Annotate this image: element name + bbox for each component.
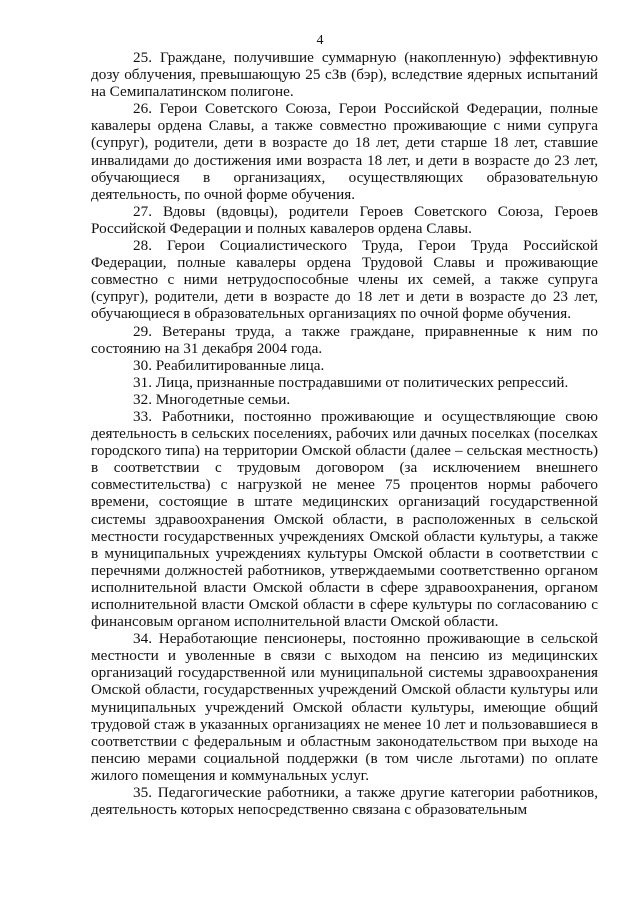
paragraph-31: 31. Лица, признанные пострадавшими от политических репрессий.: [133, 373, 569, 391]
paragraph-34: 34. Неработающие пенсионеры, постоянно проживающие в сельской местности и уволенные в связи с выходом на пенсию из медицинских организаций государственной или муниципальной системы здравоохранения Омской области, государственных учреждений Омской области культуры или муниципальных учреждений Омской области культуры, имеющие общий трудовой стаж в указанных организациях не менее 10 лет и пользовавшиеся в соответствии с федеральным и областным законодательством при выходе на пенсию мерами социальной поддержки (в том числе льготами) по оплате жилого помещения и коммунальных услуг.: [91, 630, 598, 784]
document-body: [91, 49, 598, 818]
paragraph-30: 30. Реабилитированные лица.: [133, 356, 325, 374]
paragraph-35: 35. Педагогические работники, а также другие категории работников, деятельность которых непосредственно связана с образовательным: [91, 784, 598, 819]
paragraph-25: 25. Граждане, получившие суммарную (накопленную) эффективную дозу облучения, превышающую 25 сЗв (бэр), вследствие ядерных испытаний на Семипалатинском полигоне.: [91, 49, 598, 101]
page-number: 4: [316, 33, 324, 48]
paragraph-33: 33. Работники, постоянно проживающие и осуществляющие свою деятельность в сельских поселениях, рабочих или дачных поселках (поселках городского типа) на территории Омской области (далее – сельская местность) в соответствии с трудовым договором (за исключением внешнего совместительства) с нагрузкой не менее 75 процентов нормы рабочего времени, состоящие в штате медицинских организаций государственной системы здравоохранения Омской области, в расположенных в сельской местности государственных учреждениях Омской области культуры, а также в муниципальных учреждениях культуры Омской области в соответствии с перечнями должностей работников, утверждаемыми соответственно органом исполнительной власти Омской области в сфере здравоохранения, органом исполнительной власти Омской области в сфере культуры по согласованию с финансовым органом исполнительной власти Омской области.: [91, 407, 598, 631]
paragraph-27: 27. Вдовы (вдовцы), родители Героев Советского Союза, Героев Российской Федерации и полных кавалеров ордена Славы.: [91, 202, 598, 237]
paragraph-26: 26. Герои Советского Союза, Герои Российской Федерации, полные кавалеры ордена Славы, а также совместно проживающие с ними супруга (супруг), родители, дети в возрасте до 18 лет, дети старше 18 лет, ставшие инвалидами до достижения ими возраста 18 лет, и дети в возрасте до 23 лет, обучающиеся в организациях, осуществляющих образовательную деятельность, по очной форме обучения.: [91, 100, 598, 203]
paragraph-32: 32. Многодетные семьи.: [133, 390, 291, 408]
paragraph-29: 29. Ветераны труда, а также граждане, приравненные к ним по состоянию на 31 декабря 2004 года.: [91, 322, 598, 357]
paragraph-28: 28. Герои Социалистического Труда, Герои Труда Российской Федерации, полные кавалеры ордена Трудовой Славы и проживающие совместно с ними нетрудоспособные члены их семей, а также супруга (супруг), родители, дети в возрасте до 18 лет и дети в возрасте до 23 лет, обучающиеся в образовательных организациях по очной форме обучения.: [91, 237, 598, 323]
